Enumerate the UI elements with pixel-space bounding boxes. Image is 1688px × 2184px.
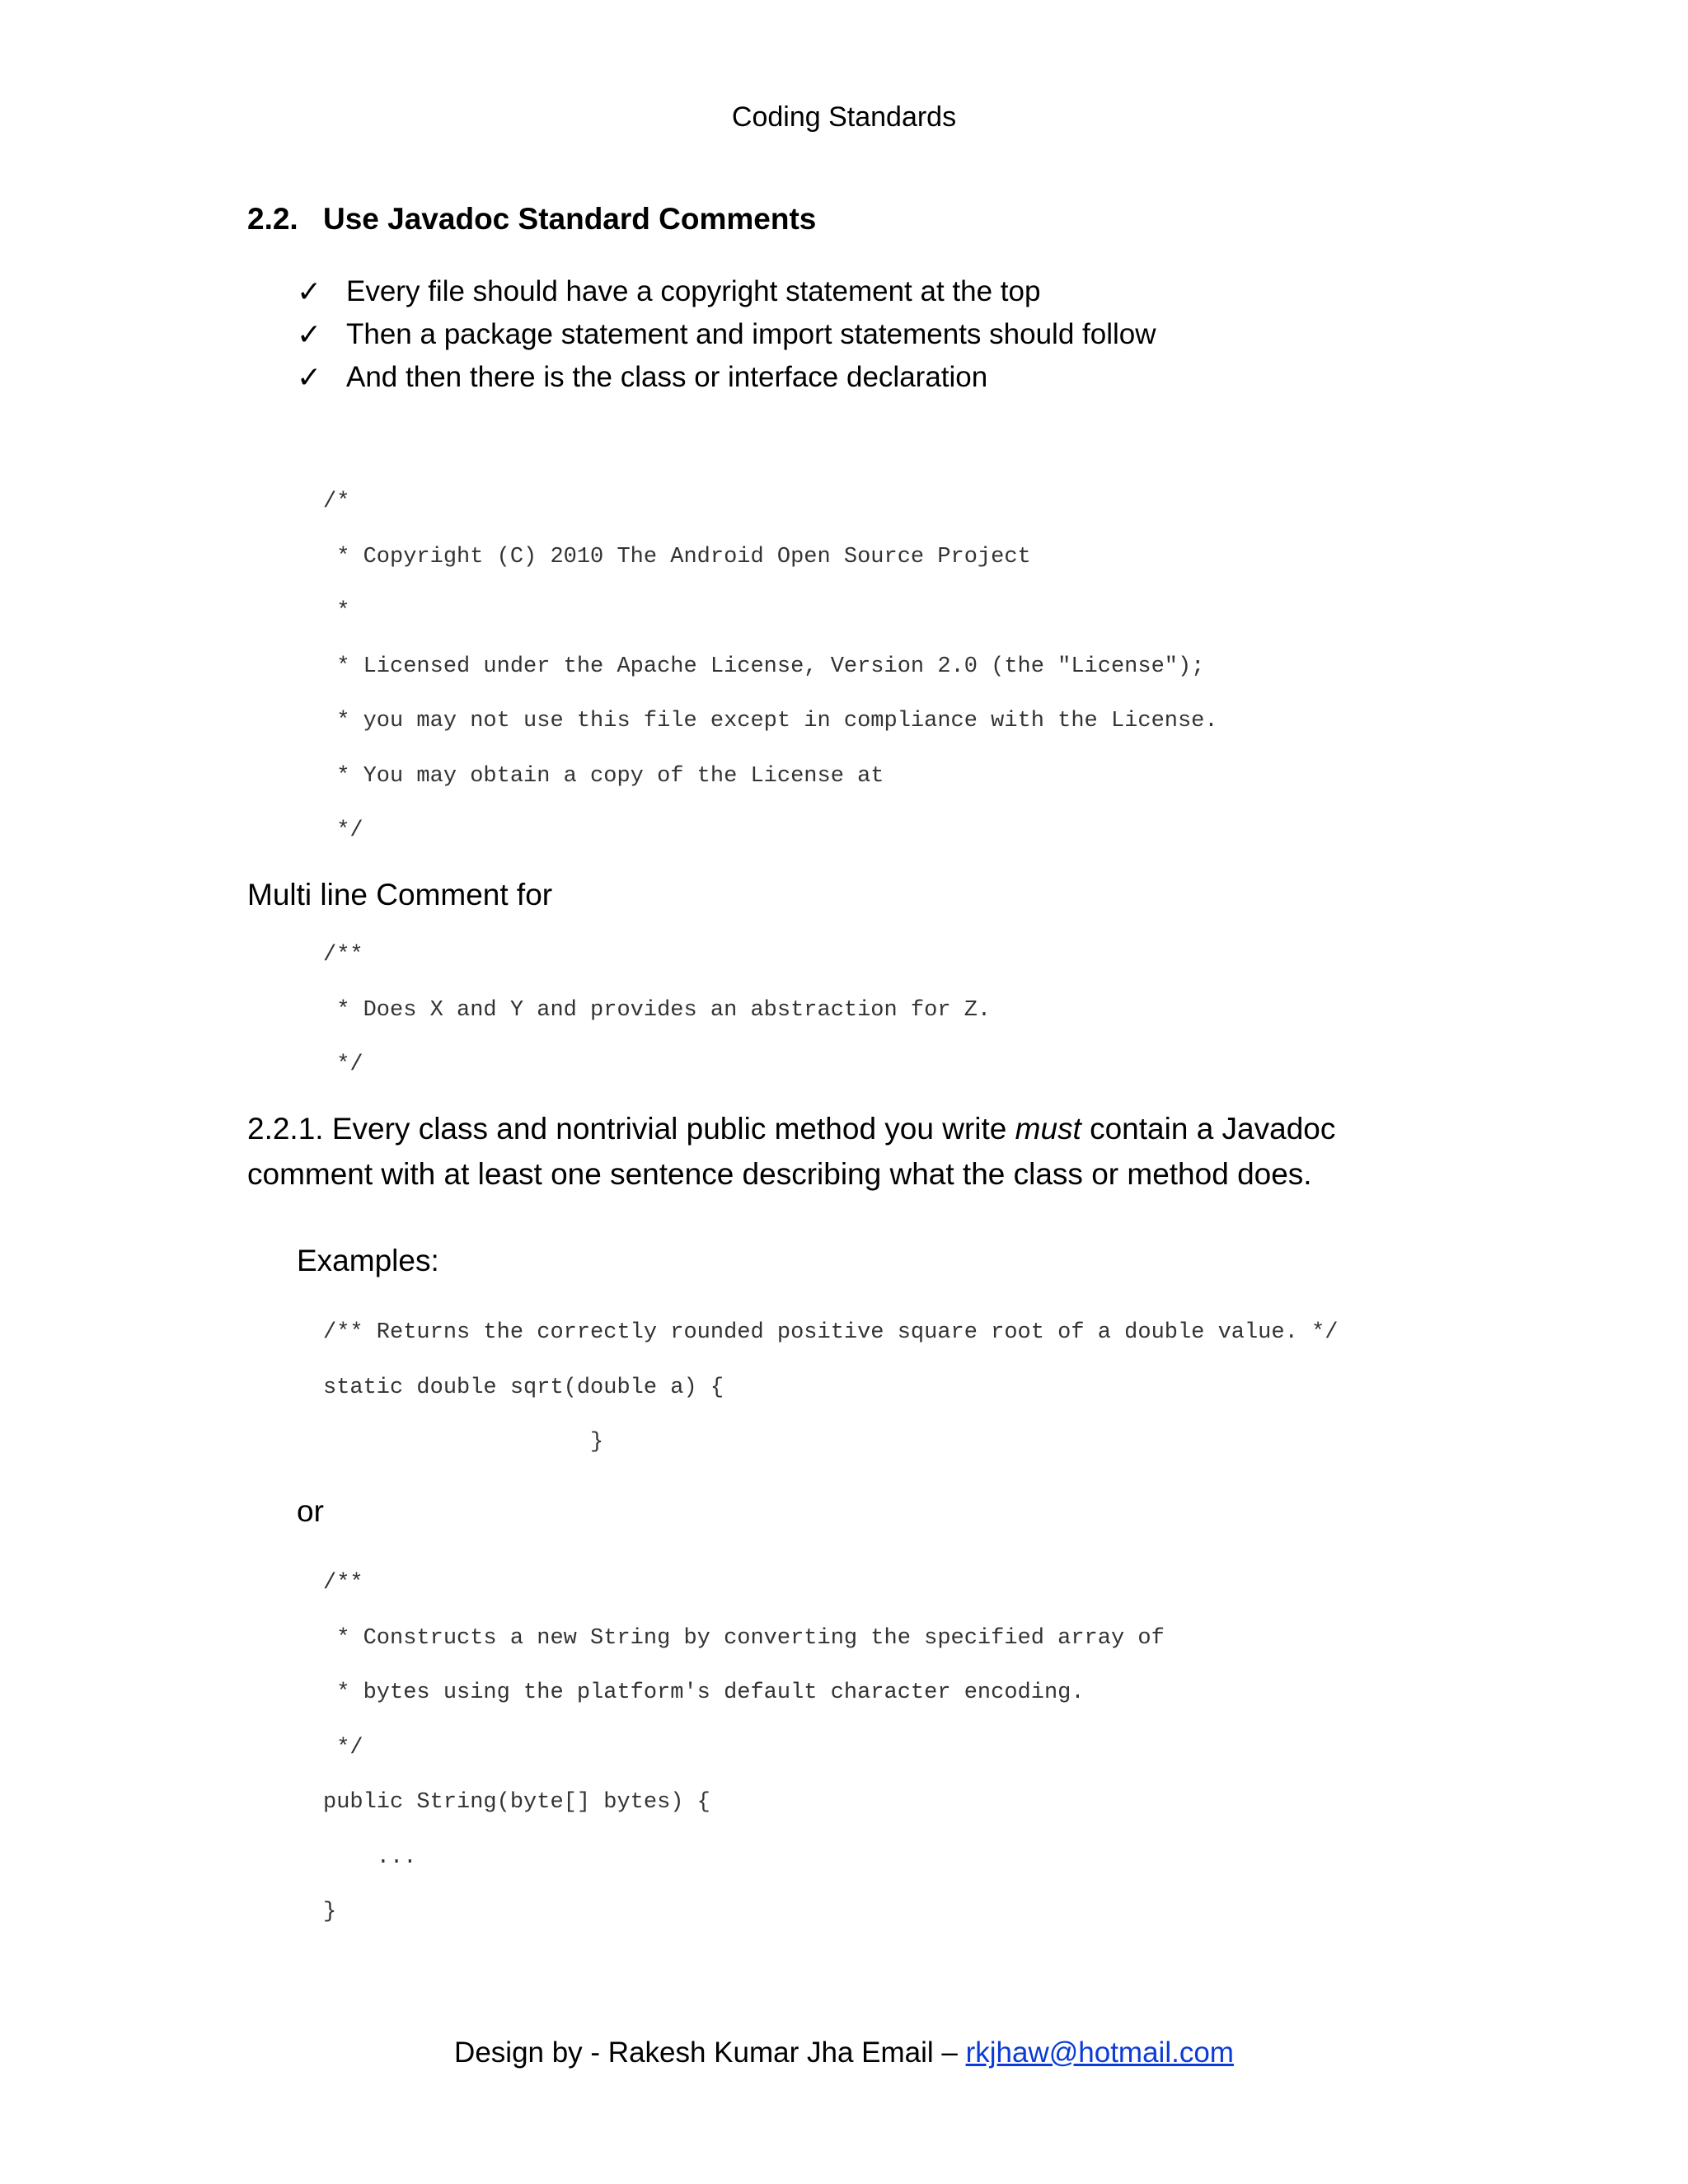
multiline-comment-label: Multi line Comment for <box>247 878 553 912</box>
code-line: * You may obtain a copy of the License at <box>323 763 884 789</box>
code-line: */ <box>323 1735 363 1760</box>
examples-label: Examples: <box>297 1244 439 1277</box>
code-line: */ <box>323 818 363 843</box>
code-line: * Constructs a new String by converting the specified array of <box>323 1625 1165 1651</box>
code-line: /** Returns the correctly rounded positive square root of a double value. */ <box>323 1320 1339 1345</box>
code-line: ... <box>323 1844 417 1870</box>
section-number: 2.2. <box>247 202 298 236</box>
checklist-item-text: Then a package statement and import statements should follow <box>346 318 1156 350</box>
checkmark-icon: ✓ <box>297 360 322 394</box>
page-header-title: Coding Standards <box>731 101 957 133</box>
code-line: /* <box>323 490 350 514</box>
multiline-code-block <box>323 928 991 1093</box>
section-heading <box>247 198 816 241</box>
code-line: */ <box>323 1052 363 1077</box>
checkmark-icon: ✓ <box>297 274 322 308</box>
checklist-item-text: And then there is the class or interface declaration <box>346 361 988 393</box>
code-line: /** <box>323 943 363 968</box>
footer-credit: Design by - Rakesh Kumar Jha Email – <box>454 2036 966 2069</box>
checklist <box>297 270 1156 399</box>
copyright-code-block <box>323 475 1218 859</box>
checklist-item <box>297 356 1156 399</box>
checklist-item-text: Every file should have a copyright statement at the top <box>346 275 1041 307</box>
code-line: * <box>323 599 350 624</box>
code-line: } <box>323 1900 337 1924</box>
code-line: static double sqrt(double a) { <box>323 1375 724 1400</box>
rule-paragraph <box>247 1106 1467 1197</box>
code-line: } <box>323 1430 604 1455</box>
code-line: /** <box>323 1571 363 1596</box>
footer-email-link[interactable]: rkjhaw@hotmail.com <box>965 2036 1234 2069</box>
section-title: Use Javadoc Standard Comments <box>323 202 817 236</box>
code-line: * Licensed under the Apache License, Version 2.0 (the "License"); <box>323 654 1205 679</box>
example2-code-block <box>323 1556 1165 1940</box>
rule-text-emphasis: must <box>1015 1112 1081 1146</box>
or-label: or <box>297 1494 324 1528</box>
code-line: * Does X and Y and provides an abstraction for Z. <box>323 997 992 1023</box>
rule-text-prefix: 2.2.1. Every class and nontrivial public method you write <box>247 1112 1015 1146</box>
checklist-item <box>297 313 1156 356</box>
code-line: * Copyright (C) 2010 The Android Open Source Project <box>323 544 1031 569</box>
rule-text-suffix: contain a Javadoc comment with at least one sentence describing what the class or method does. <box>247 1112 1336 1191</box>
code-line: * you may not use this file except in compliance with the License. <box>323 709 1218 733</box>
page-footer <box>0 2032 1688 2074</box>
checkmark-icon: ✓ <box>297 317 322 351</box>
code-line: * bytes using the platform's default character encoding. <box>323 1680 1085 1705</box>
code-line: public String(byte[] bytes) { <box>323 1790 710 1815</box>
example1-code-block <box>323 1305 1338 1470</box>
checklist-item <box>297 270 1156 313</box>
